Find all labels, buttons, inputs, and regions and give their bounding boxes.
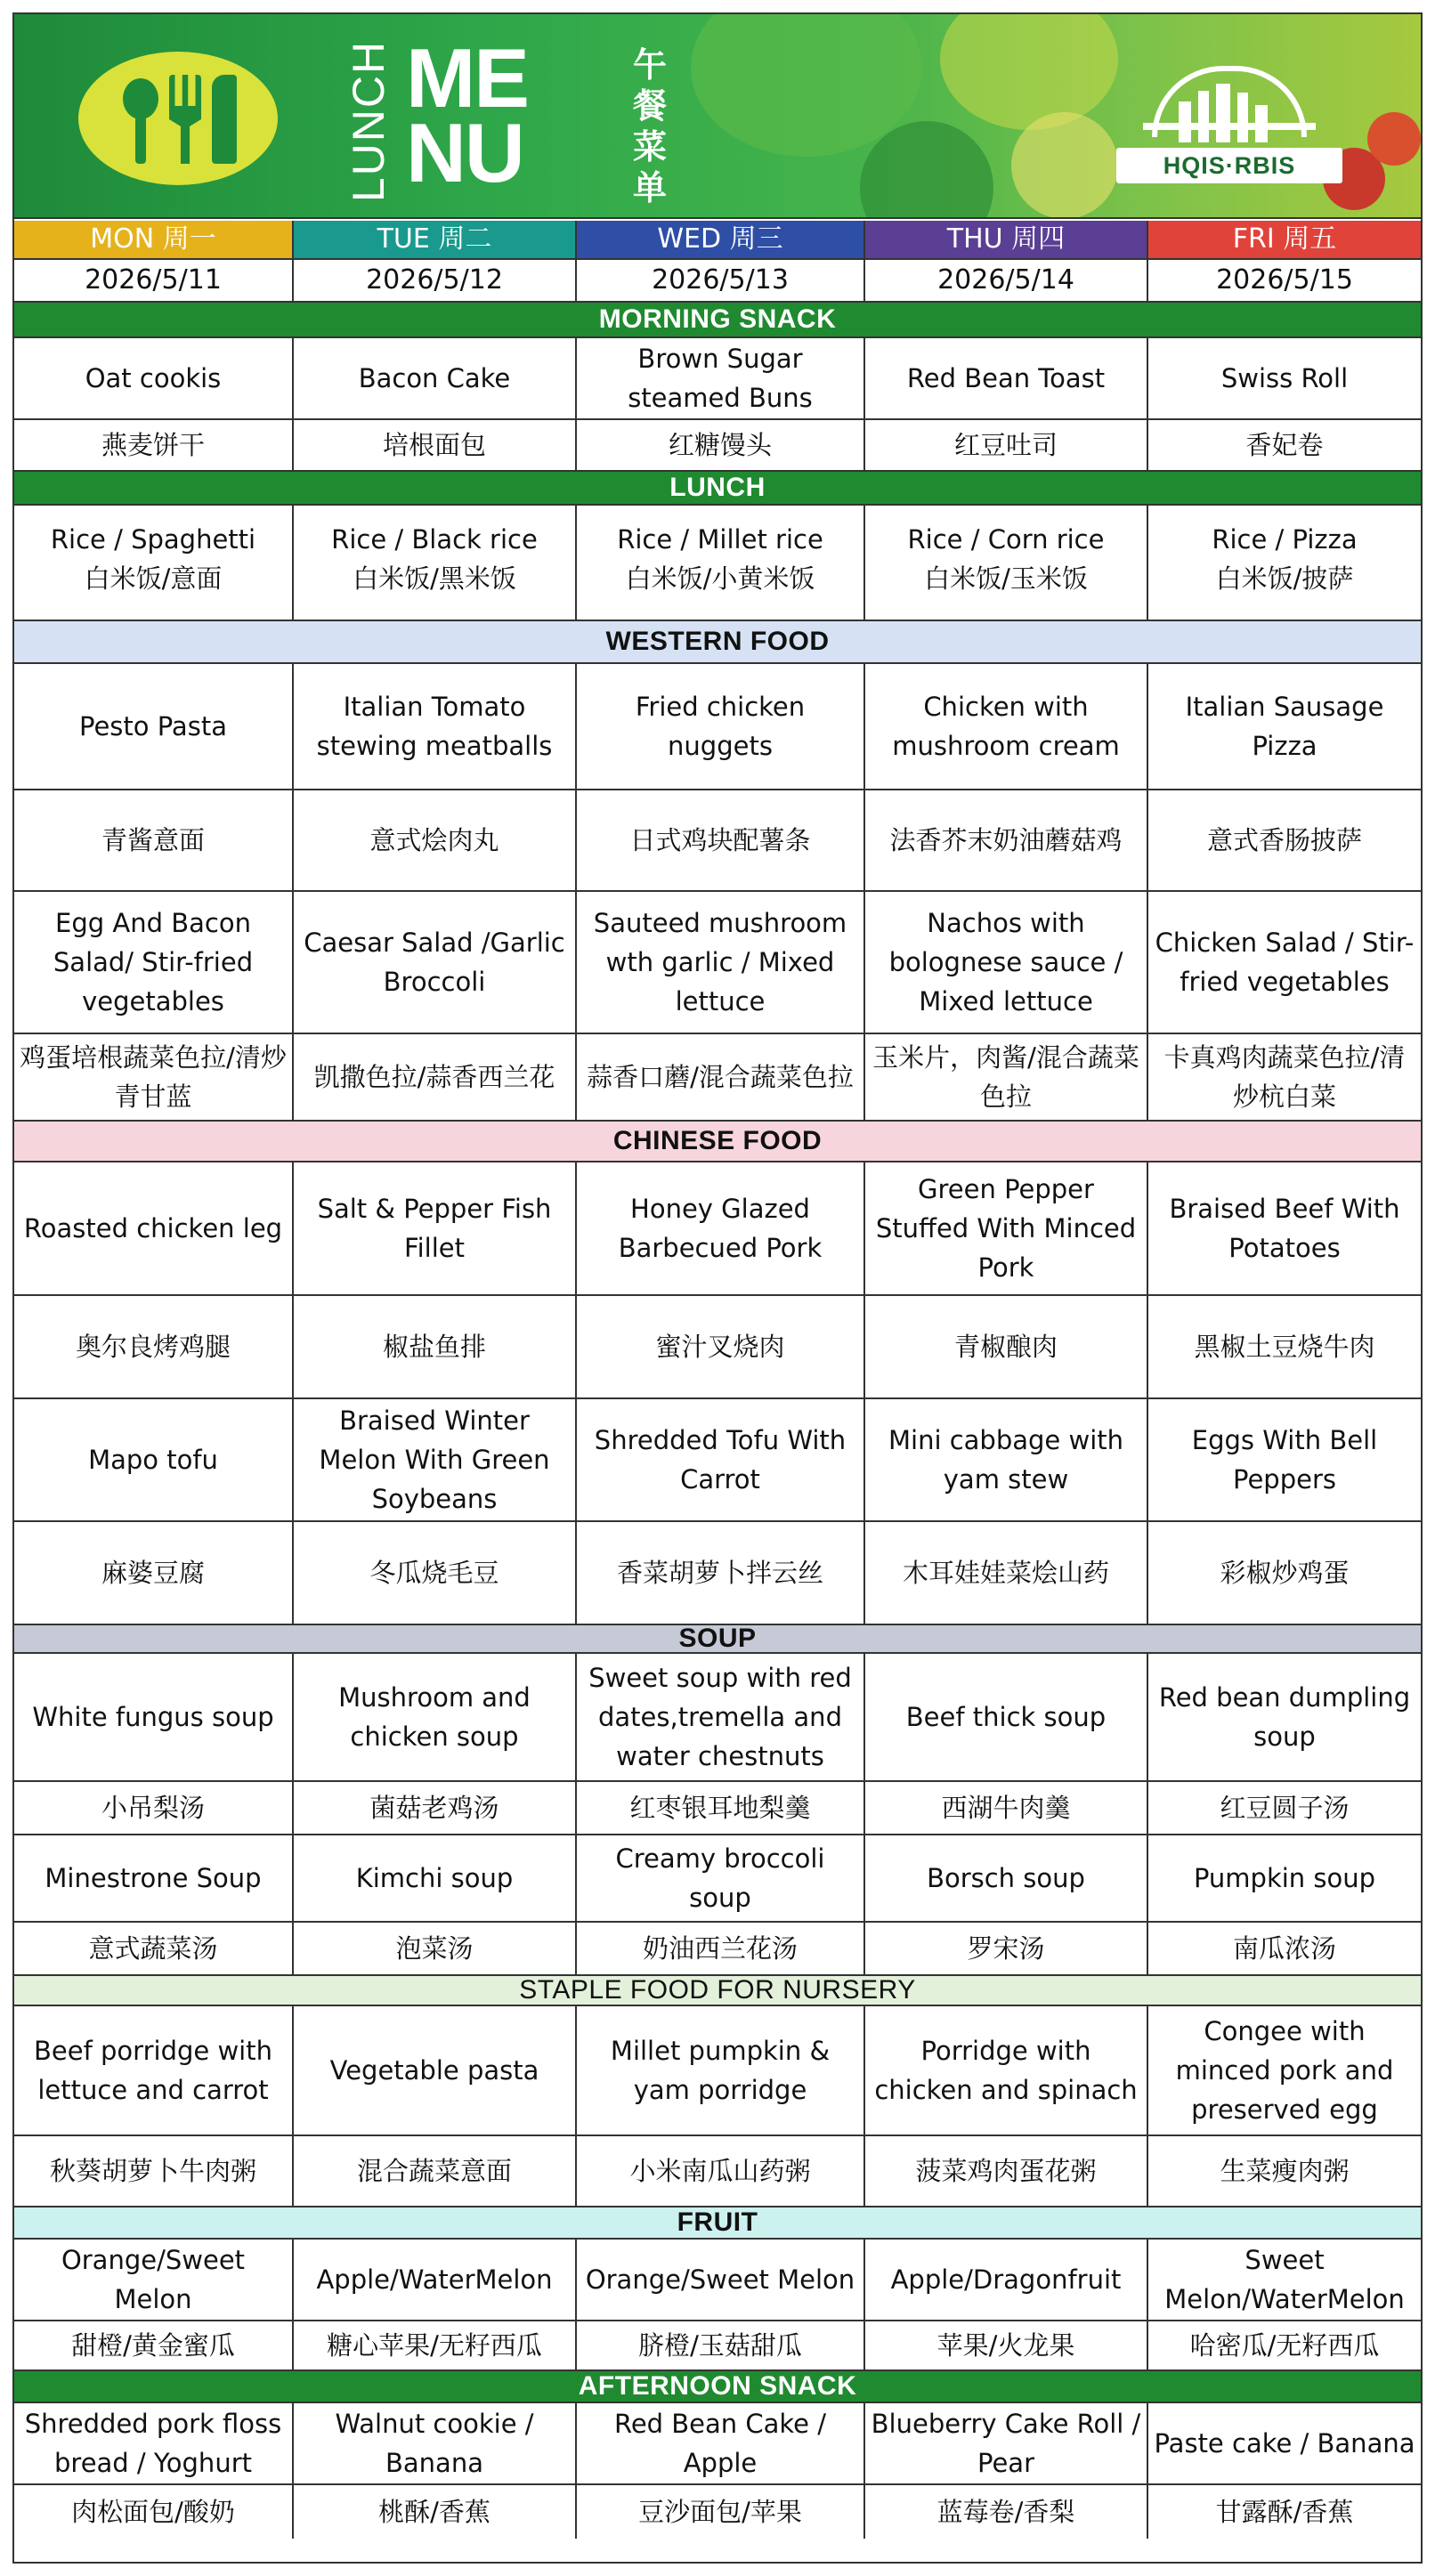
menu-cell: Mapo tofu: [14, 1399, 294, 1520]
day-tue: TUE 周二: [294, 221, 577, 258]
menu-cell: 玉米片，肉酱/混合蔬菜色拉: [865, 1034, 1148, 1120]
menu-cell: Apple/Dragonfruit: [865, 2240, 1148, 2320]
menu-cell: Egg And Bacon Salad/ Stir-fried vegetables: [14, 892, 294, 1033]
menu-cell: 白米饭/小黄米饭: [577, 559, 865, 620]
menu-cell: 脐橙/玉菇甜瓜: [577, 2321, 865, 2369]
menu-cell: 白米饭/披萨: [1215, 563, 1354, 594]
menu-cell: Shredded Tofu With Carrot: [577, 1399, 865, 1520]
menu-cell: Pesto Pasta: [14, 664, 294, 789]
section-soup: SOUP: [14, 1625, 1421, 1652]
menu-cell: 蜜汁叉烧肉: [577, 1296, 865, 1397]
menu-cell: 香妃卷: [1245, 430, 1324, 460]
section-row: [14, 1122, 1421, 1162]
menu-row-lunch-cn: [14, 559, 1421, 621]
menu-cell: 小吊梨汤: [14, 1782, 294, 1834]
menu-cell: 冬瓜烧毛豆: [294, 1522, 577, 1624]
menu-row-western2-en: [14, 892, 1421, 1034]
menu-cell: Honey Glazed Barbecued Pork: [577, 1162, 865, 1294]
school-logo: [1116, 66, 1342, 183]
date-tue: 2026/5/12: [294, 260, 577, 301]
menu-cell: Oat cookis: [14, 338, 294, 418]
menu-cell: 意式香肠披萨: [1206, 825, 1362, 855]
menu-cell: 糖心苹果/无籽西瓜: [294, 2321, 577, 2369]
menu-cell: 红豆吐司: [865, 420, 1148, 470]
day-mon: MON 周一: [14, 221, 294, 258]
menu-page: [12, 12, 1423, 2564]
day-thu: THU 周四: [865, 221, 1148, 258]
menu-cell: 红枣银耳地梨羹: [577, 1782, 865, 1834]
menu-row-staple-cn: [14, 2136, 1421, 2207]
menu-cell: 白米饭/意面: [14, 559, 294, 620]
menu-cell: Creamy broccoli soup: [577, 1835, 865, 1921]
menu-cell: Rice / Pizza: [1212, 524, 1358, 555]
menu-cell: Mushroom and chicken soup: [294, 1654, 577, 1780]
menu-row-soup1-cn: [14, 1782, 1421, 1835]
menu-cell: Millet pumpkin & yam porridge: [577, 2006, 865, 2135]
menu-row-morning-cn: [14, 420, 1421, 472]
menu-cell: 红糖馒头: [577, 420, 865, 470]
menu-cell: Rice / Millet rice: [577, 506, 865, 559]
menu-cell: 意式蔬菜汤: [14, 1923, 294, 1974]
section-morning-snack: MORNING SNACK: [14, 303, 1421, 336]
menu-cell: 哈密瓜/无籽西瓜: [1189, 2330, 1380, 2361]
menu-row-morning-en: [14, 338, 1421, 420]
menu-cell: Rice / Spaghetti: [14, 506, 294, 559]
menu-cell: 南瓜浓汤: [1232, 1933, 1336, 1964]
menu-cell: 黑椒土豆烧牛肉: [1194, 1332, 1375, 1362]
menu-cell: 彩椒炒鸡蛋: [1220, 1558, 1350, 1588]
menu-cell: 日式鸡块配薯条: [577, 790, 865, 890]
menu-cell: 菠菜鸡肉蛋花粥: [865, 2136, 1148, 2206]
menu-row-afternoon-en: [14, 2403, 1421, 2485]
section-afternoon-snack: AFTERNOON SNACK: [14, 2371, 1421, 2402]
section-fruit: FRUIT: [14, 2207, 1421, 2238]
menu-cell: Orange/Sweet Melon: [577, 2240, 865, 2320]
menu-cell: 奶油西兰花汤: [577, 1923, 865, 1974]
menu-row-soup2-en: [14, 1835, 1421, 1923]
menu-cell: Shredded pork floss bread / Yoghurt: [14, 2403, 294, 2483]
menu-row-lunch-en: [14, 506, 1421, 559]
menu-cell: White fungus soup: [14, 1654, 294, 1780]
menu-cell: Red bean dumpling soup: [1158, 1682, 1411, 1752]
menu-cell: 生菜瘦肉粥: [1220, 2156, 1350, 2186]
menu-row-chinese2-en: [14, 1399, 1421, 1522]
menu-cell: Vegetable pasta: [294, 2006, 577, 2135]
menu-cell: 椒盐鱼排: [294, 1296, 577, 1397]
menu-cell: Bacon Cake: [294, 338, 577, 418]
menu-cell: Kimchi soup: [294, 1835, 577, 1921]
utensils-logo: [78, 52, 278, 185]
menu-cell: 青酱意面: [14, 790, 294, 890]
section-row: [14, 1625, 1421, 1654]
menu-cell: 意式烩肉丸: [294, 790, 577, 890]
cn-title: 午 餐 菜 单: [632, 45, 667, 207]
menu-cell: 肉松面包/酸奶: [14, 2485, 294, 2539]
menu-cell: Red Bean Cake / Apple: [577, 2403, 865, 2483]
menu-cell: Paste cake / Banana: [1154, 2428, 1415, 2459]
menu-cell: 青椒酿肉: [865, 1296, 1148, 1397]
menu-row-soup1-en: [14, 1654, 1421, 1782]
menu-cell: 苹果/火龙果: [865, 2321, 1148, 2369]
date-fri: 2026/5/15: [1216, 264, 1353, 296]
menu-cell: Beef thick soup: [865, 1654, 1148, 1780]
menu-cell: Caesar Salad /Garlic Broccoli: [294, 892, 577, 1033]
menu-cell: Apple/WaterMelon: [294, 2240, 577, 2320]
menu-cell: Braised Beef With Potatoes: [1169, 1194, 1400, 1263]
menu-cell: Sauteed mushroom wth garlic / Mixed lettuce: [577, 892, 865, 1033]
section-chinese-food: CHINESE FOOD: [14, 1122, 1421, 1161]
menu-cell: 白米饭/玉米饭: [865, 559, 1148, 620]
menu-cell: Rice / Black rice: [294, 506, 577, 559]
menu-cell: Sweet Melon/WaterMelon: [1164, 2245, 1405, 2314]
menu-cell: Minestrone Soup: [14, 1835, 294, 1921]
menu-row-soup2-cn: [14, 1923, 1421, 1976]
menu-cell: 泡菜汤: [294, 1923, 577, 1974]
menu-row-afternoon-cn: [14, 2485, 1421, 2539]
menu-cell: 秋葵胡萝卜牛肉粥: [14, 2136, 294, 2206]
menu-cell: 卡真鸡肉蔬菜色拉/清炒杭白菜: [1163, 1042, 1406, 1112]
menu-cell: 豆沙面包/苹果: [577, 2485, 865, 2539]
menu-cell: Swiss Roll: [1220, 363, 1349, 393]
menu-cell: Rice / Corn rice: [865, 506, 1148, 559]
section-row: [14, 2371, 1421, 2403]
menu-cell: Italian Sausage Pizza: [1185, 692, 1384, 761]
menu-row-western1-cn: [14, 790, 1421, 892]
menu-cell: Congee with minced pork and preserved egg: [1175, 2016, 1394, 2125]
menu-cell: 麻婆豆腐: [14, 1522, 294, 1624]
menu-cell: 蒜香口蘑/混合蔬菜色拉: [577, 1034, 865, 1120]
menu-cell: 小米南瓜山药粥: [577, 2136, 865, 2206]
menu-cell: Sweet soup with red dates,tremella and water chestnuts: [577, 1654, 865, 1780]
menu-row-staple-en: [14, 2006, 1421, 2136]
header-banner: [14, 14, 1421, 219]
menu-cell: 西湖牛肉羹: [865, 1782, 1148, 1834]
menu-cell: 培根面包: [294, 420, 577, 470]
menu-cell: Borsch soup: [865, 1835, 1148, 1921]
knife-icon: [212, 75, 237, 164]
menu-cell: 红豆圆子汤: [1220, 1793, 1350, 1823]
section-row: [14, 621, 1421, 664]
menu-cell: 甜橙/黄金蜜瓜: [14, 2321, 294, 2369]
menu-row-western1-en: [14, 664, 1421, 790]
date-wed: 2026/5/13: [577, 260, 865, 301]
day-header-row: [14, 221, 1421, 260]
menu-cell: 香菜胡萝卜拌云丝: [577, 1522, 865, 1624]
menu-cell: 木耳娃娃菜烩山药: [865, 1522, 1148, 1624]
menu-cell: Orange/Sweet Melon: [14, 2240, 294, 2320]
menu-cell: Red Bean Toast: [865, 338, 1148, 418]
section-row: [14, 472, 1421, 506]
menu-cell: Braised Winter Melon With Green Soybeans: [294, 1399, 577, 1520]
menu-cell: 法香芥末奶油蘑菇鸡: [865, 790, 1148, 890]
menu-cell: Salt & Pepper Fish Fillet: [294, 1162, 577, 1294]
menu-cell: 白米饭/黑米饭: [294, 559, 577, 620]
menu-row-chinese1-cn: [14, 1296, 1421, 1399]
menu-cell: Nachos with bolognese sauce / Mixed lettuce: [865, 892, 1148, 1033]
menu-cell: 鸡蛋培根蔬菜色拉/清炒青甘蓝: [14, 1034, 294, 1120]
date-thu: 2026/5/14: [865, 260, 1148, 301]
menu-cell: Brown Sugar steamed Buns: [577, 338, 865, 418]
menu-row-western2-cn: [14, 1034, 1421, 1122]
menu-cell: Green Pepper Stuffed With Minced Pork: [865, 1162, 1148, 1294]
section-row: [14, 1976, 1421, 2006]
menu-cell: 蓝莓卷/香梨: [865, 2485, 1148, 2539]
menu-cell: 桃酥/香蕉: [294, 2485, 577, 2539]
menu-cell: Italian Tomato stewing meatballs: [294, 664, 577, 789]
day-fri: FRI 周五: [1148, 221, 1421, 258]
menu-cell: 燕麦饼干: [14, 420, 294, 470]
menu-cell: Porridge with chicken and spinach: [865, 2006, 1148, 2135]
menu-cell: Fried chicken nuggets: [577, 664, 865, 789]
menu-cell: Chicken with mushroom cream: [865, 664, 1148, 789]
menu-cell: 菌菇老鸡汤: [294, 1782, 577, 1834]
menu-cell: Eggs With Bell Peppers: [1191, 1425, 1378, 1495]
menu-row-chinese2-cn: [14, 1522, 1421, 1625]
school-name: HQIS·RBIS: [1116, 148, 1342, 183]
menu-cell: Mini cabbage with yam stew: [865, 1399, 1148, 1520]
menu-cell: Walnut cookie / Banana: [294, 2403, 577, 2483]
fork-icon: [169, 75, 201, 164]
section-row: [14, 2207, 1421, 2240]
menu-cell: Pumpkin soup: [1193, 1863, 1376, 1893]
day-wed: WED 周三: [577, 221, 865, 258]
menu-grid: [14, 221, 1421, 2539]
menu-title: ME NU: [406, 31, 528, 199]
menu-cell: Roasted chicken leg: [14, 1162, 294, 1294]
section-western-food: WESTERN FOOD: [14, 621, 1421, 662]
menu-cell: Chicken Salad / Stir-fried vegetables: [1155, 928, 1415, 997]
menu-cell: 罗宋汤: [865, 1923, 1148, 1974]
date-row: [14, 260, 1421, 303]
menu-cell: 甘露酥/香蕉: [1215, 2497, 1354, 2527]
date-mon: 2026/5/11: [14, 260, 294, 301]
menu-cell: Blueberry Cake Roll / Pear: [865, 2403, 1148, 2483]
menu-cell: 凯撒色拉/蒜香西兰花: [294, 1034, 577, 1120]
lunch-word: LUNCH: [344, 39, 393, 203]
menu-row-chinese1-en: [14, 1162, 1421, 1296]
section-staple-nursery: STAPLE FOOD FOR NURSERY: [14, 1976, 1421, 2005]
section-row: [14, 303, 1421, 338]
menu-row-fruit-cn: [14, 2321, 1421, 2371]
menu-cell: Beef porridge with lettuce and carrot: [14, 2006, 294, 2135]
section-lunch: LUNCH: [14, 472, 1421, 504]
menu-row-fruit-en: [14, 2240, 1421, 2321]
menu-cell: 奥尔良烤鸡腿: [14, 1296, 294, 1397]
menu-cell: 混合蔬菜意面: [294, 2136, 577, 2206]
